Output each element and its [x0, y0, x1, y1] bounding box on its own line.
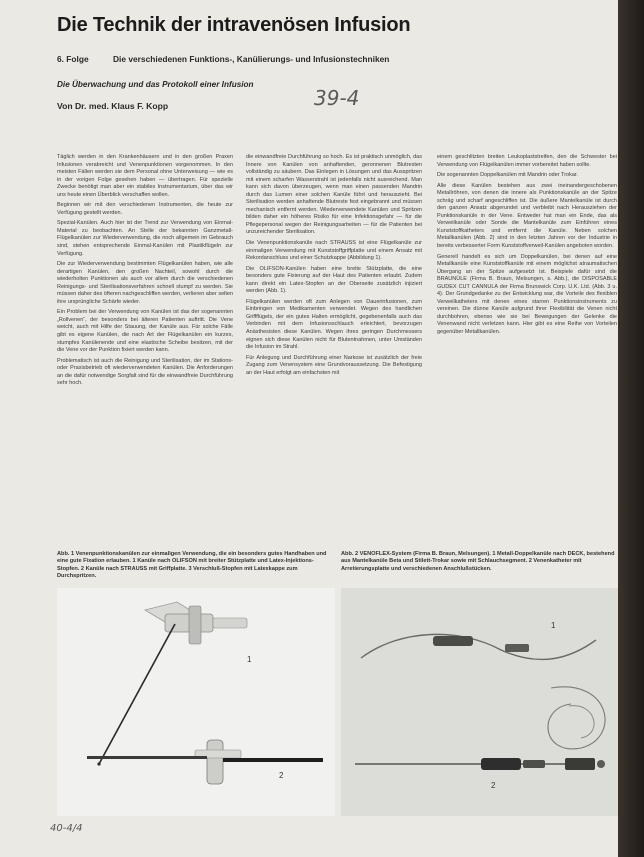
col2-paragraph: Die Venenpunktionskanüle nach STRAUSS ist eine Flügelkanüle zur einmaligen Verwendung mit Kunststoffgriffplatte und einem Ansatz mit Rekordanschluss und einer Schutzkappe (Abbildung 1).: [246, 240, 422, 262]
strauss-cannula: [87, 740, 323, 784]
article-title: Die Technik der intravenösen Infusion: [57, 14, 411, 36]
book-binding-edge: [618, 0, 644, 857]
col3-paragraph: Alle diese Kanülen bestehen aus zwei ineinandergeschobenen Metallröhren, von denen die innere als Punktionskanüle an der Spitze schräg und scharf angeschliffen ist. Die äußere Mantelkanüle ist durch den ganzen Ansatz abgerundet und verbleibt nach Herausziehen der Punktionskanüle in der Vene. Entweder hat man ein Ende, das als Verweilkanüle oder Sonde die Mantelkanüle zum Einführen eines Kunststoffkatheters und entfernt die Kanüle. Neben solchen Metallkanülen (Abb. 2) sind in den letzten Jahren vor der Industrie in bereits verbesserter Form Kunststoffverweil-Kanülen angeboten worden.: [437, 182, 617, 250]
series-topic: Die verschiedenen Funktions-, Kanülierungs- und Infusionstechniken: [113, 54, 390, 64]
col1-paragraph: Die zur Wiederverwendung bestimmten Flügelkanülen haben, wie alle derartigen Kanülen, den großen Nachteil, sowohl durch die wiederholten Punktionen als auch vor allem durch die verschiedenen Reinigungs- und Sterilisationsverfahren schnell stumpf zu werden. Sie müssen daher des öfteren nachgeschliffen werden, verlieren aber selten ihre ursprüngliche Schärfe wieder.: [57, 261, 233, 305]
col2-paragraph: Flügelkanülen werden oft zum Anlegen von Dauerinfusionen, zum Einbringen von Medikamenten verwendet. Wegen des handlichen Griffflügels, der ein gutes Halten ermöglicht, gegebenenfalls auch das Verbinden mit dem Infusionsschlauch erleichtert, bevorzugen Anästhesisten diese Kanülen. Wegen ihres geringen Durchmessers eignen sich diese Kanülen nicht für Blutentnahmen, unter Umständen die Infusion im Strahl.: [246, 298, 422, 351]
figure-2-label-2: 2: [491, 781, 496, 790]
text-column-3: [437, 154, 617, 547]
text-column-2: [246, 154, 422, 547]
col3-paragraph: Die sogenannten Doppelkanülen mit Mandrin oder Trokar.: [437, 172, 578, 179]
series-line: [57, 54, 389, 64]
venoflex-tubing: [361, 634, 605, 749]
figure-2-photo: [341, 588, 618, 816]
article-subtitle: Die Überwachung und das Protokoll einer Infusion: [57, 80, 254, 89]
page-footnote: 40-4/4: [50, 823, 83, 834]
venous-catheter: [355, 758, 605, 770]
olifson-cannula: [97, 602, 247, 766]
col3-paragraph: einem geschlitzten breiten Leukoplaststreifen, den die Schwester bei Verwendung von Flügelkanülen immer vorbereitet haben sollte.: [437, 154, 617, 168]
col1-paragraph: Beginnen wir mit den verschiedenen Instrumenten, die heute zur Verfügung gestellt werden.: [57, 202, 233, 216]
col2-paragraph: die einwandfreie Durchführung so hoch. Es ist praktisch unmöglich, das Innere von Kanülen von anhaftenden, geronnenen Blutresten vollständig zu säubern. Das Einlegen in Lösungen und das Ausspritzen mit einem scharfen Wasserstrahl ist jedenfalls nicht ausreichend. Man kann sich davon überzeugen, wenn man einen passenden Mandrin durch das Lumen einer solchen Kanüle führt und herauszieht. Bei Sterilisation werden anhaftende Blutreste fest eingebrannt und müssen mechanisch entfernt werden. Wiederverwendete Kanülen und Spritzen bilden daher ein höheres Risiko für eine Infektionsgefahr — für die Pflegepersonal wegen der Reinigungsarbeiten — für die Patienten bei unzureichender Sterilisation.: [246, 154, 422, 236]
text-column-1: [57, 154, 233, 547]
col2-paragraph: Für Anlegung und Durchführung einer Narkose ist zusätzlich der freie Zugang zum Venensystem eine Grundvoraussetzung. Die Befestigung an der Haut erfolgt am einfachsten mit: [246, 354, 422, 376]
author-line: Von Dr. med. Klaus F. Kopp: [57, 101, 169, 111]
col1-paragraph: Problematisch ist auch die Reinigung und Sterilisation, der im Stations- oder Praxisbetrieb oft wiederverwendeten Kanülen. Die Anforderungen an die dafür notwendige Sorgfalt sind für die einwandfreie Durchführung sehr hoch.: [57, 357, 233, 387]
figure-1-photo: [57, 588, 335, 816]
col3-paragraph: Generell handelt es sich um Doppelkanülen, bei denen auf eine Metallkanüle eine Kunststoffkanüle mit einem möglichst atraumatischen Übergang an der Spitze aufgesetzt ist. Beispiele dafür sind die BRAUNÜLE (Firma B. Braun, Melsungen, s. Abb.), die DISPOSABLE GUDEX CUT CANNULA der Firma Brunswick Corp. U.K. Ltd. (Abb. 3 u. 4). Der Grundgedanke zu der Entwicklung war, die Vorteile des flexiblen Verweilkatheters mit denen eines starren Punktionsinstruments zu vereinen. Die dünne Kanüle aufgrund ihrer Flexibilität die Venen nicht durchbohren, ebenso wie sie bei Bewegungen der Gelenke die Venenwand nicht verletzen kann. Hier gibt es eine Reihe von Vorteilen gegenüber Metallkanülen.: [437, 253, 617, 336]
col1-paragraph: Täglich werden in den Krankenhäusern und in den großen Praxen Infusionen verabreicht und Venenpunktionen vorgenommen. In den meisten Fällen werden sie dem Personal ohne Unterweisung — wie es in der vorigen Folge gesehen haben — übertragen. Für spezielle Zwecke benötigt man aber ein stabiles Instrumentarium, über das wir uns heute einen Überblick verschaffen wollen.: [57, 154, 233, 198]
figure-1-caption: Abb. 1 Venenpunktionskanülen zur einmaligen Verwendung, die ein besonders gutes Handhaben und eine gute Fixation erlauben. 1 Kanüle nach OLIFSON mit breiter Stützplatte und Latex-Injektions-Stopfen. 2 Kanüle nach STRAUSS mit Griffplatte. 3 Verschluß-Stopfen mit Latexkappe zum Durchspritzen.: [57, 551, 327, 579]
figure-2-caption: Abb. 2 VENOFLEX-System (Firma B. Braun, Melsungen). 1 Metall-Doppelkanüle nach DECK, bestehend aus Mantelkanüle Beta und Stilett-Trokar sowie mit Schlauchsegment. 2 Venenkatheter mit Arretierungsplatte und verschiedenen Anschlußstücken.: [341, 551, 615, 572]
col1-paragraph: Spezial-Kanülen. Auch hier ist der Trend zur Verwendung von Einmal-Material zu beobachten. An Stelle der bekannten Ganzmetall-Flügelkanülen zur Wiederverwendung, die noch allgemein im Gebrauch sind, stehen entsprechende Einmal-Kanülen mit Plastikflügeln zur Verfügung.: [57, 220, 233, 257]
handwritten-note: 39-4: [314, 86, 360, 110]
col2-paragraph: Die OLIFSON-Kanülen haben eine breite Stützplatte, die eine besonders gute Fixierung auf der Haut des Patienten erlaubt. Zudem kann direkt ein Latex-Stopfen an der Oberseite zusätzlich injiziert werden (Abb. 1).: [246, 265, 422, 295]
figure-1-label-2: 2: [279, 771, 284, 780]
col1-paragraph: Ein Problem bei der Verwendung von Kanülen ist das der sogenannten „Rollvenen“, der besonders bei älteren Patienten auftritt. Die Vene weicht, auch mit Hilfe der Stauung, der Kanüle aus. Für solche Fälle gibt es eigene Kanülen, die nach Art der Flügelkanülen ein kurzes, stumpfes Kanülenende und eine elastische Scheibe besitzen, mit der die Vene vor der Punktion fixiert werden kann.: [57, 309, 233, 354]
figure-2-label-1: 1: [551, 621, 556, 630]
series-number: 6. Folge: [57, 54, 89, 64]
figure-1-label-1: 1: [247, 655, 252, 664]
